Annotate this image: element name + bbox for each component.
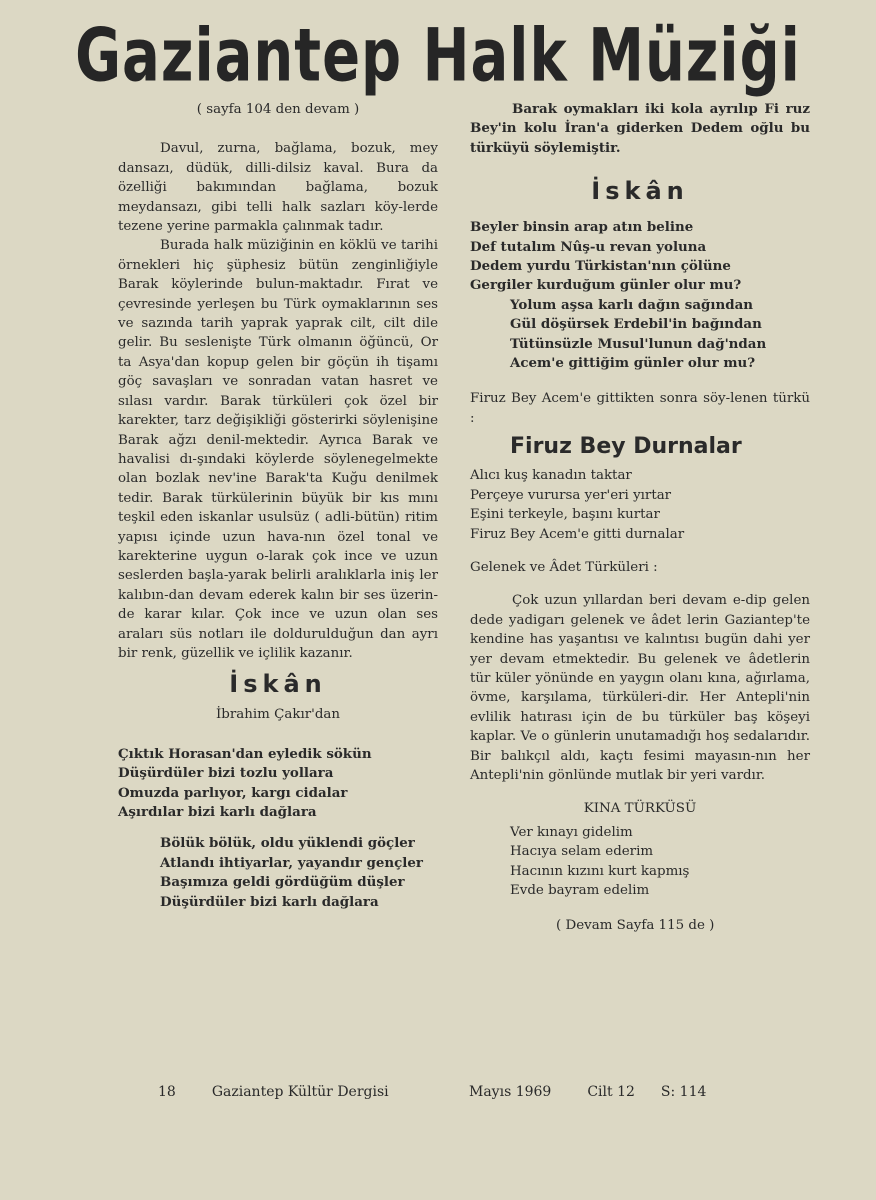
right-column (470, 100, 810, 936)
page-number: 18 (158, 1084, 176, 1100)
poem-stanza (470, 218, 810, 296)
poem-line: Beyler binsin arap atın beline (470, 219, 694, 236)
poem-line: Atlandı ihtiyarlar, yayandır gençler (160, 854, 423, 871)
page-title: Gaziantep Halk Müziği (75, 14, 801, 99)
continued-from-note: ( sayfa 104 den devam ) (196, 102, 360, 117)
poem-stanza (118, 745, 438, 823)
poem-line: Çıktık Horasan'dan eyledik sökün (118, 745, 372, 762)
poem-line: Alıcı kuş kanadın taktar (470, 468, 632, 484)
poem-line: Eşini terkeyle, başını kurtar (470, 507, 660, 523)
poem-line: Yolum aşsa karlı dağın sağından (510, 296, 753, 313)
paragraph: Barak oymakları iki kola ayrılıp Fi ruz Bey'in kolu İran'a giderken Dedem oğlu bu türküyü söylemiştir. (470, 101, 810, 156)
poem-line: Hacıya selam ederim (510, 844, 654, 860)
issue-number: S: 114 (660, 1084, 707, 1100)
poem-line: Aşırdılar bizi karlı dağlara (118, 804, 317, 820)
poem-line: Düşürdüler bizi tozlu yollara (118, 765, 334, 782)
continued-on-note: ( Devam Sayfa 115 de ) (556, 918, 715, 934)
poem-line: Tütünsüzle Musul'lunun dağ'ndan (510, 335, 767, 352)
poem-line: Firuz Bey Acem'e gitti durnalar (470, 526, 685, 542)
poem-line: Bölük bölük, oldu yüklendi göçler (160, 835, 415, 852)
poem-author: İbrahim Çakır'dan (216, 707, 340, 723)
poem-line: Def tutalım Nûş-u revan yoluna (470, 238, 707, 255)
poem-line: Gül döşürsek Erdebil'in bağından (510, 316, 762, 333)
poem-stanza (510, 823, 810, 901)
poem-line: Perçeye vurursa yer'eri yırtar (470, 487, 672, 503)
section-heading: İskân (591, 177, 689, 206)
poem-line: Ver kınayı gidelim (510, 824, 633, 840)
poem-line: Acem'e gittiğim günler olur mu? (510, 355, 756, 372)
poem-line: Hacının kızını kurt kapmış (510, 863, 690, 879)
poem-line: Dedem yurdu Türkistan'nın çölüne (470, 258, 731, 275)
poem-stanza (510, 296, 810, 374)
poem-line: Evde bayram edelim (510, 883, 650, 898)
footer-right (469, 1084, 706, 1100)
section-heading: Firuz Bey Durnalar (510, 434, 742, 460)
poem-stanza (160, 834, 438, 912)
subheading: Gelenek ve Âdet Türküleri : (470, 559, 658, 575)
poem-line: Başımıza geldi gördüğüm düşler (160, 874, 405, 891)
paragraph: Davul, zurna, bağlama, bozuk, mey dansazı, düdük, dilli-dilsiz kaval. Bura da özelliği bakımından bağlama, bozuk meydansazı, gibi telli halk sazları köy-lerde tezene yerine parmakla çalınmak tadır. (118, 141, 438, 235)
left-column (118, 100, 438, 912)
section-heading: İskân (229, 670, 327, 699)
paragraph: Çok uzun yıllardan beri devam e-dip gelen dede yadigarı gelenek ve âdet lerin Gaziantep'te kendine has yaşantısı ve kalıntısı bugün dahi yer yer devam etmektedir. Bu gelenek ve âdetlerin tür küler yönünde en yaygın olanı kına, ağırlama, övme, karşılama, türküleri-dir. Her Antepli'nin evlilik hatırası için de bu türküler baş köşeyi kaplar. Ve o günlerin unutamadığı hoş sedalarıdır. Bir balıkçıl aldı, kaçtı fesimi mayasın-nın her Antepli'nin gönlünde mutlak bir yeri vardır. (470, 593, 810, 783)
poem-line: Düşürdüler bizi karlı dağlara (160, 893, 379, 910)
poem-line: Omuzda parlıyor, kargı cidalar (118, 784, 348, 801)
journal-name: Gaziantep Kültür Dergisi (211, 1084, 389, 1100)
volume-number: Cilt 12 (587, 1084, 635, 1100)
poem-line: Gergiler kurduğum günler olur mu? (470, 277, 742, 294)
poem-stanza (470, 466, 810, 544)
section-heading: KINA TÜRKÜSÜ (583, 801, 697, 817)
issue-date: Mayıs 1969 (469, 1084, 552, 1100)
paragraph: Firuz Bey Acem'e gittikten sonra söy-lenen türkü : (470, 391, 810, 426)
footer-left (158, 1084, 389, 1100)
paragraph: Burada halk müziğinin en köklü ve tarihi örnekleri hiç şüphesiz bütün zenginliğiyle Barak köylerinde bulun-maktadır. Fırat ve çevresinde yerleşen bu Türk oymaklarının ses ve sazında tarih yaprak yaprak cilt, cilt dile gelir. Bu seslenişte Türk olmanın öğüncü, Or ta Asya'dan kopup gelen bir göçün ih tişamı göç savaşları ve sonradan vatan hasret ve sılası vardır. Barak türküleri çok özel bir karekter, tarz değişikliği gösterirki söylenişine Barak ağzı denil-mektedir. Ayrıca Barak ve havalisi dı-şındaki köylerde söylenegelmekte olan bozlak nev'ine Barak'ta Kuğu denilmek tedir. Barak türkülerinin büyük bir kıs mını teşkil eden iskanlar usulsüz ( adli-bütün) ritim yapısı içinde uzun hava-nın özel tonal ve karekterine uygun o-larak çok ince ve uzun seslerden başla-yarak belirli aralıklarla iniş ler kalıbın-dan devam ederek kalın bir ses üzerin-de karar kılar. Çok ince ve uzun olan ses araları süs notları ile doldurulduğun dan ayrı bir renk, güzellik ve içlilik kazanır. (118, 238, 438, 661)
